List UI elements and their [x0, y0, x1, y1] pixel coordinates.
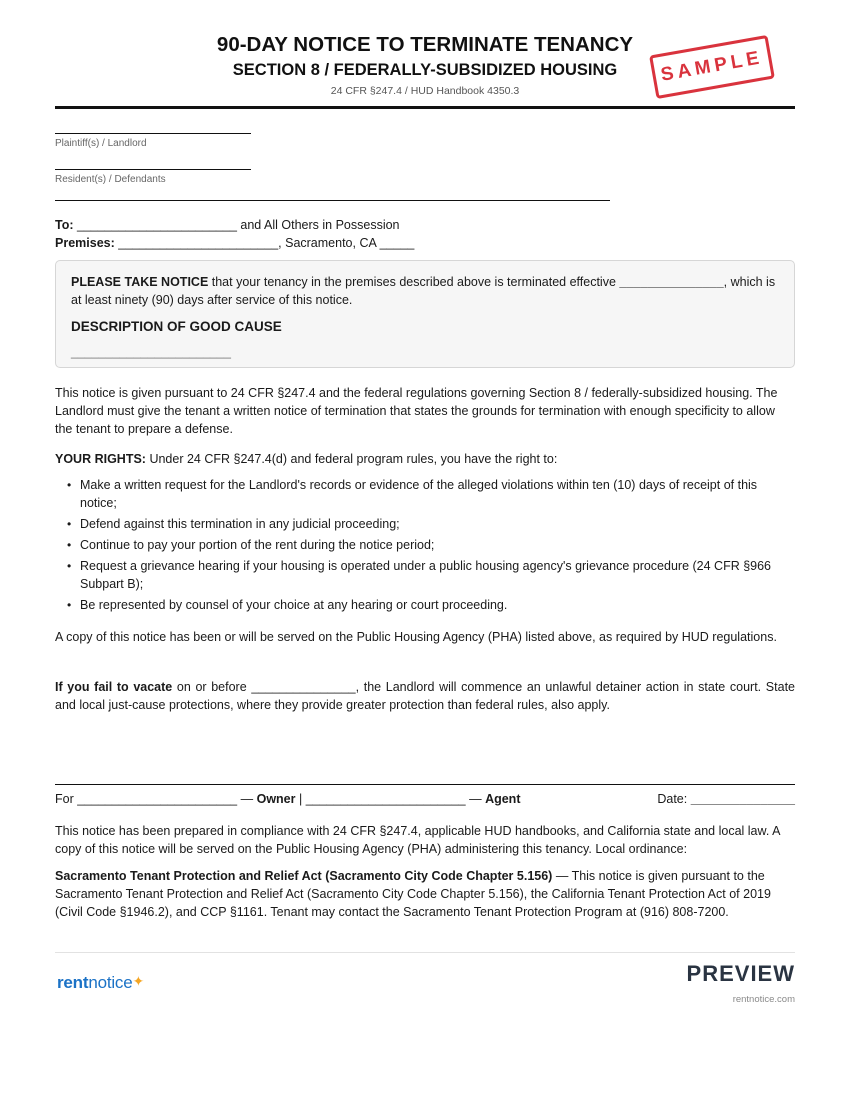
document-citation: 24 CFR §247.4 / HUD Handbook 4350.3 — [330, 85, 520, 97]
right-text: Be represented by counsel of your choice at any hearing or court proceeding. — [80, 598, 508, 612]
to-suffix: and All Others in Possession — [240, 218, 400, 232]
date-label: Date: — [657, 792, 688, 806]
list-item — [55, 596, 795, 614]
bullet-icon: • — [67, 559, 72, 573]
fail-text-2: , the Landlord will commence an unlawful detainer action in state court. State and local just-cause protections, where they provide greater protection than federal rules, also apply. — [55, 680, 795, 712]
to-label: To: — [55, 218, 74, 232]
fail-text-1: on or before — [172, 680, 252, 694]
owner-blank: _______________________ — [77, 792, 238, 806]
good-cause-blank: _______________________ — [71, 345, 231, 359]
ordinance-title: Sacramento Tenant Protection and Relief Act (Sacramento City Code Chapter 5.156) — [55, 869, 553, 883]
fail-to-vacate-paragraph — [55, 678, 795, 714]
vacate-date-blank: _______________ — [251, 680, 356, 694]
rights-intro — [55, 450, 795, 468]
termination-date-blank: _______________ — [619, 275, 724, 289]
rights-text: Under 24 CFR §247.4(d) and federal program rules, you have the right to: — [145, 452, 558, 466]
preview-label: PREVIEW — [686, 961, 795, 986]
logo-rent: rent — [57, 973, 89, 992]
bullet-icon: • — [67, 517, 72, 531]
right-text: Defend against this termination in any judicial proceeding; — [80, 517, 400, 531]
notice-box — [55, 260, 795, 368]
rentnotice-logo — [57, 972, 144, 994]
pha-paragraph: A copy of this notice has been or will be served on the Public Housing Agency (PHA) listed above, as required by HUD regulations. — [55, 630, 777, 644]
document-title: 90-DAY NOTICE TO TERMINATE TENANCY — [216, 33, 634, 56]
notice-text-2: , which is at least ninety (90) days after service of this notice. — [71, 275, 776, 307]
site-url: rentnotice.com — [732, 994, 795, 1005]
premises-label: Premises: — [55, 236, 115, 250]
sample-stamp: SAMPLE — [649, 35, 775, 99]
rights-lead: YOUR RIGHTS: — [55, 452, 146, 466]
date-field — [657, 790, 795, 808]
premises-line — [55, 234, 414, 252]
compliance-paragraph: This notice has been prepared in compliance with 24 CFR §247.4, applicable HUD handbooks, and California state and local law. A copy of this notice will be served on the Public Housing Agency (PHA) administering this tenancy. Local ordinance: — [55, 824, 780, 856]
notice-lead: PLEASE TAKE NOTICE — [71, 275, 209, 289]
good-cause-heading: DESCRIPTION OF GOOD CAUSE — [71, 319, 282, 334]
date-blank: _______________ — [690, 792, 795, 806]
ordinance-paragraph — [55, 867, 795, 921]
right-text: Request a grievance hearing if your housing is operated under a public housing agency's grievance procedure (24 CFR §966 Subpart B); — [80, 559, 772, 591]
ordinance-text: — This notice is given pursuant to the Sacramento Tenant Protection and Relief Act (Sacramento City Code Chapter 5.156), the California Tenant Protection Act of 2019 (Civil Code §1946.2), and CCP §1161. Tenant may contact the Sacramento Tenant Protection Program at (916) 808-7200. — [55, 869, 771, 919]
signature-divider — [55, 784, 795, 785]
premises-city: , Sacramento, CA _____ — [278, 236, 415, 250]
list-item — [55, 476, 795, 512]
premises-blank: _______________________ — [118, 236, 279, 250]
parties-divider — [55, 200, 610, 201]
pursuant-paragraph: This notice is given pursuant to 24 CFR §247.4 and the federal regulations governing Section 8 / federally-subsidized housing. The Landlord must give the tenant a written notice of termination that states the grounds for termination with enough specificity to allow the tenant to prepare a defense. — [55, 386, 778, 436]
fail-lead: If you fail to vacate — [55, 680, 173, 694]
bullet-icon: • — [67, 478, 72, 492]
agent-label: Agent — [485, 792, 521, 806]
dash: — — [465, 792, 486, 806]
footer-divider — [55, 952, 795, 953]
agent-blank: _______________________ — [305, 792, 466, 806]
sparkle-icon: ✦ — [132, 973, 145, 989]
notice-text-1: that your tenancy in the premises described above is terminated effective — [208, 275, 620, 289]
to-line — [55, 216, 400, 234]
resident-signature-line — [55, 169, 251, 170]
owner-label: Owner — [256, 792, 296, 806]
right-text: Continue to pay your portion of the rent during the notice period; — [80, 538, 435, 552]
list-item — [55, 536, 795, 554]
to-blank: _______________________ — [77, 218, 237, 232]
bullet-icon: • — [67, 598, 72, 612]
for-label: For — [55, 792, 74, 806]
landlord-label: Plaintiff(s) / Landlord — [55, 138, 147, 149]
landlord-signature-line — [55, 133, 251, 134]
logo-notice: notice — [88, 973, 133, 992]
rights-list — [55, 476, 795, 617]
list-item — [55, 557, 795, 593]
header-divider — [55, 106, 795, 109]
resident-label: Resident(s) / Defendants — [55, 174, 166, 185]
separator: | — [295, 792, 306, 806]
right-text: Make a written request for the Landlord's records or evidence of the alleged violations within ten (10) days of receipt of this notice; — [80, 478, 758, 510]
signature-row — [55, 790, 795, 808]
document-subtitle: SECTION 8 / FEDERALLY-SUBSIDIZED HOUSING — [232, 61, 618, 79]
bullet-icon: • — [67, 538, 72, 552]
termination-statement — [71, 273, 779, 309]
dash: — — [237, 792, 257, 806]
list-item — [55, 515, 795, 533]
